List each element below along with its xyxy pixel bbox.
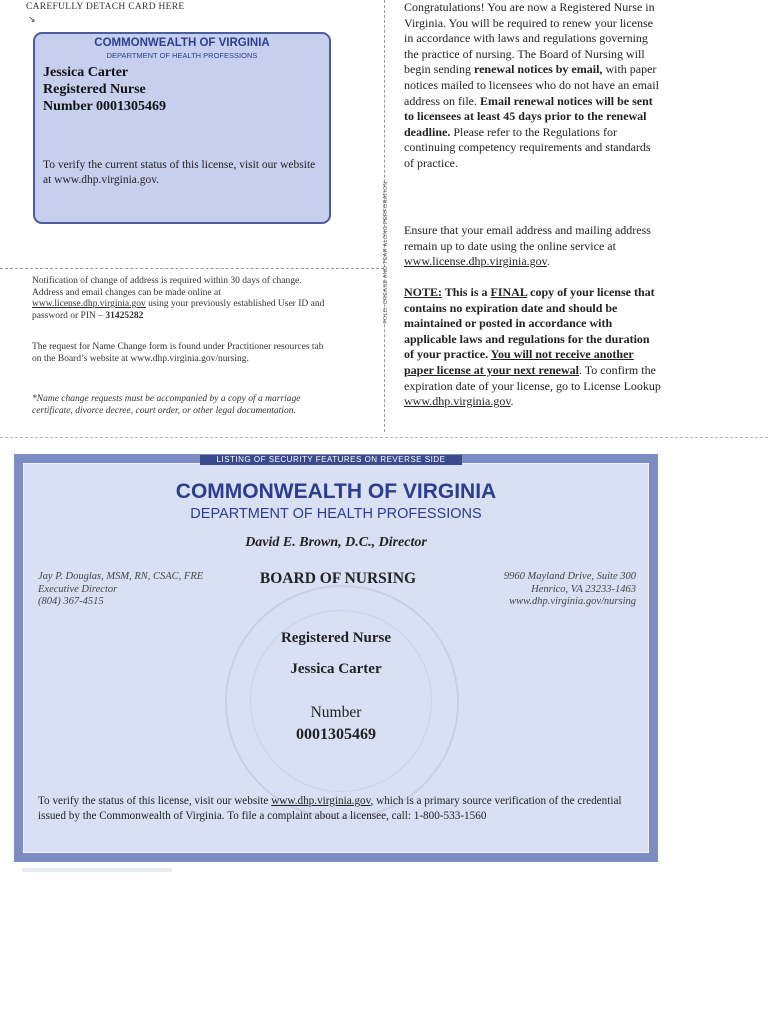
- body-bold: copy of your license that contains no expiration date and should be maintained or posted in accordance with applicable laws and regulations for the duration of your practice.: [404, 285, 655, 362]
- contact-update-paragraph: [404, 223, 662, 270]
- board-address-line1: 9960 Mayland Drive, Suite 300: [503, 571, 636, 582]
- cut-line-license: [0, 437, 768, 438]
- wallet-card: [33, 32, 331, 224]
- address-change-notice: [32, 276, 332, 322]
- body-text: To verify the status of this license, visit our website: [38, 795, 272, 807]
- pin-value: 31425282: [105, 310, 144, 321]
- body-text: . To confirm the expiration date of your license, go to License Lookup: [404, 362, 661, 393]
- wallet-card-org: COMMONWEALTH OF VIRGINIA: [94, 37, 270, 49]
- no-paper-license-text: You will not receive another paper license at your next renewal: [404, 347, 634, 377]
- body-bold: This is a: [442, 285, 491, 299]
- security-features-banner: LISTING OF SECURITY FEATURES ON REVERSE SIDE: [200, 455, 462, 465]
- name-change-notice: The request for Name Change form is found under Practitioner resources tab on the Board’s website at www.dhp.virginia.gov/nursing.: [32, 342, 324, 364]
- wallet-card-name: Jessica Carter: [43, 65, 129, 80]
- license-number: 0001305469: [296, 726, 376, 743]
- license-title: Registered Nurse: [280, 630, 392, 646]
- requirement-text: marriage certificate, divorce decree, court order, or other legal documentation.: [32, 394, 301, 416]
- final-label: FINAL: [490, 285, 528, 299]
- license-lookup-link[interactable]: www.dhp.virginia.gov: [404, 394, 511, 409]
- board-website: www.dhp.virginia.gov/nursing: [509, 596, 636, 607]
- license-holder-name: Jessica Carter: [290, 661, 382, 677]
- license-board: BOARD OF NURSING: [259, 570, 417, 587]
- wallet-card-number: Number 0001305469: [43, 99, 167, 114]
- license-dept: DEPARTMENT OF HEALTH PROFESSIONS: [190, 506, 482, 522]
- license-portal-link[interactable]: www.license.dhp.virginia.gov: [32, 299, 146, 309]
- notice-text: using your previously established User ID and password or PIN –: [32, 299, 325, 321]
- body-text: Ensure that your email address and mailing address remain up to date using the online service at: [404, 223, 651, 253]
- dhp-website-link[interactable]: www.dhp.virginia.gov: [271, 795, 371, 807]
- wallet-card-verify: To verify the current status of this license, visit our website at www.dhp.virginia.gov.: [43, 159, 316, 186]
- body-bold: Email renewal notices will be sent to licensees at least 45 days prior to the renewal deadline.: [404, 93, 653, 139]
- body-text: .: [510, 394, 514, 409]
- scan-smudge: [22, 868, 172, 872]
- congratulations-paragraph: [404, 0, 662, 172]
- body-text: with paper notices mailed to licensees who do not have an email address on file.: [404, 62, 659, 108]
- detach-arrow-icon: ↘: [28, 14, 36, 24]
- requirement-text: *Name change requests must be accompanied by a copy of a: [32, 394, 263, 404]
- license-number-label: Number: [310, 704, 362, 721]
- executive-director-title: Executive Director: [38, 583, 118, 595]
- license-director: David E. Brown, D.C., Director: [245, 535, 427, 550]
- body-text: Congratulations! You are now a Registered Nurse in Virginia. You will be required to renew your license in accordance with laws and regulations governing the practice of nursing. The Board of Nursing will begin sending: [404, 0, 655, 77]
- body-text: Please refer to the Regulations for continuing competency requirements and standards of practice.: [404, 124, 651, 170]
- license-service-link[interactable]: www.license.dhp.virginia.gov: [404, 254, 547, 269]
- executive-director-block: [38, 571, 203, 609]
- body-text: , which is a primary source verification of the credential issued by the Commonwealth of Virginia. To file a complaint about a licensee, call: 1-800-533-1560: [38, 795, 622, 822]
- license-org: COMMONWEALTH OF VIRGINIA: [175, 480, 497, 503]
- executive-director-name: Jay P. Douglas, MSM, RN, CSAC, FRE: [38, 571, 204, 582]
- wallet-card-title: Registered Nurse: [43, 82, 146, 97]
- notice-text: Notification of change of address is required within 30 days of change. Address and email changes can be made online at: [32, 276, 302, 298]
- license-verification-text: [38, 794, 638, 824]
- note-label: NOTE:: [404, 285, 443, 299]
- body-bold: renewal notices by email,: [474, 62, 603, 77]
- perforation-text: FOLD, CREASE AND TEAR ALONG PERFORATION: [383, 181, 389, 324]
- wallet-card-dept: DEPARTMENT OF HEALTH PROFESSIONS: [106, 51, 258, 60]
- perforation-label: [381, 160, 395, 345]
- body-text: .: [546, 254, 550, 269]
- board-address-line2: Henrico, VA 23233-1463: [531, 583, 636, 595]
- board-address-block: [420, 571, 636, 609]
- executive-director-phone: (804) 367-4515: [38, 596, 104, 607]
- detach-instruction: CAREFULLY DETACH CARD HERE: [26, 2, 185, 12]
- cut-line-horizontal: [0, 268, 384, 269]
- name-change-requirement: [32, 394, 332, 417]
- final-copy-note: [404, 285, 662, 410]
